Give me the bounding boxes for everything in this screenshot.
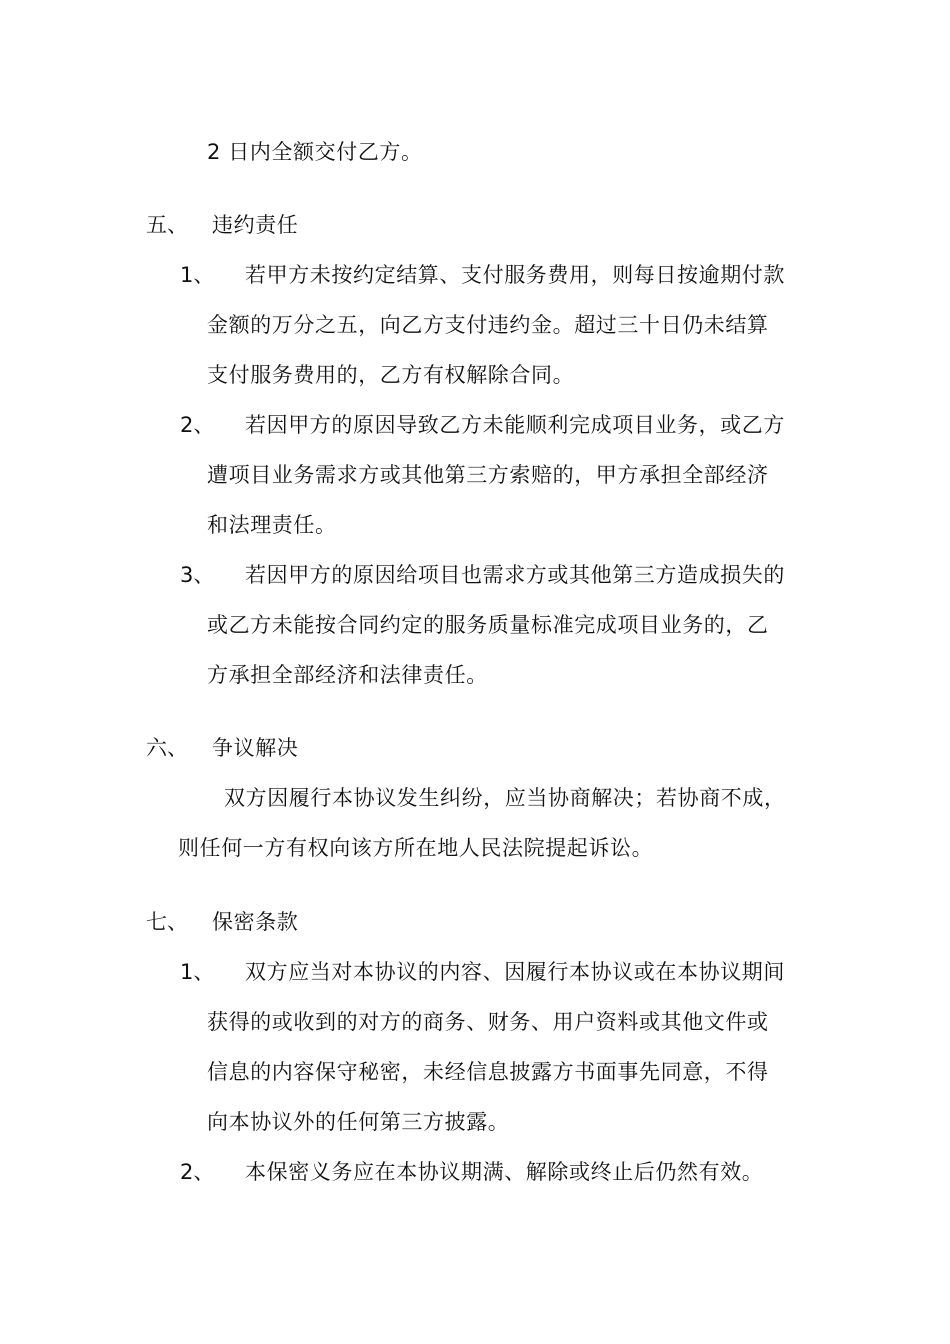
section-6-line-2: 则任何一方有权向该方所在地人民法院提起诉讼。	[178, 836, 654, 860]
section-5-item-3-number: 3、	[180, 563, 215, 587]
section-5-item-3-line-2: 或乙方未能按合同约定的服务质量标准完成项目业务的，乙	[207, 613, 769, 637]
section-7-item-1-line-4: 向本协议外的任何第三方披露。	[207, 1110, 510, 1134]
section-5-item-3-line-1: 若因甲方的原因给项目也需求方或其他第三方造成损失的	[245, 563, 785, 587]
section-7-item-1-line-3: 信息的内容保守秘密，未经信息披露方书面事先同意，不得	[207, 1060, 769, 1084]
section-5-item-1-number: 1、	[180, 263, 215, 287]
section-5-item-1-line-1: 若甲方未按约定结算、支付服务费用，则每日按逾期付款	[245, 263, 785, 287]
section-5-item-2-number: 2、	[180, 413, 215, 437]
section-5-item-2-line-1: 若因甲方的原因导致乙方未能顺利完成项目业务，或乙方	[245, 413, 785, 437]
section-6-title: 争议解决	[212, 736, 299, 760]
section-7-item-1-number: 1、	[180, 960, 215, 984]
section-7-item-2-number: 2、	[180, 1160, 215, 1184]
section-6-line-1: 双方因履行本协议发生纠纷，应当协商解决；若协商不成，	[224, 786, 786, 810]
section-5-number: 五、	[146, 213, 188, 237]
section-6-number: 六、	[146, 736, 188, 760]
section-5-item-2-line-2: 遭项目业务需求方或其他第三方索赔的，甲方承担全部经济	[207, 463, 769, 487]
section-7-item-1-line-2: 获得的或收到的对方的商务、财务、用户资料或其他文件或	[207, 1010, 769, 1034]
section-5-item-3-line-3: 方承担全部经济和法律责任。	[207, 663, 488, 687]
section-7-title: 保密条款	[212, 910, 299, 934]
section-5-title: 违约责任	[212, 213, 299, 237]
section-7-number: 七、	[146, 910, 188, 934]
section-5-item-1-line-3: 支付服务费用的，乙方有权解除合同。	[207, 363, 575, 387]
section-5-item-1-line-2: 金额的万分之五，向乙方支付违约金。超过三十日仍未结算	[207, 313, 769, 337]
section-5-item-2-line-3: 和法理责任。	[207, 513, 337, 537]
section-7-item-2-line-1: 本保密义务应在本协议期满、解除或终止后仍然有效。	[245, 1160, 764, 1184]
intro-continuation: 2 日内全额交付乙方。	[207, 140, 423, 164]
section-7-item-1-line-1: 双方应当对本协议的内容、因履行本协议或在本协议期间	[245, 960, 785, 984]
